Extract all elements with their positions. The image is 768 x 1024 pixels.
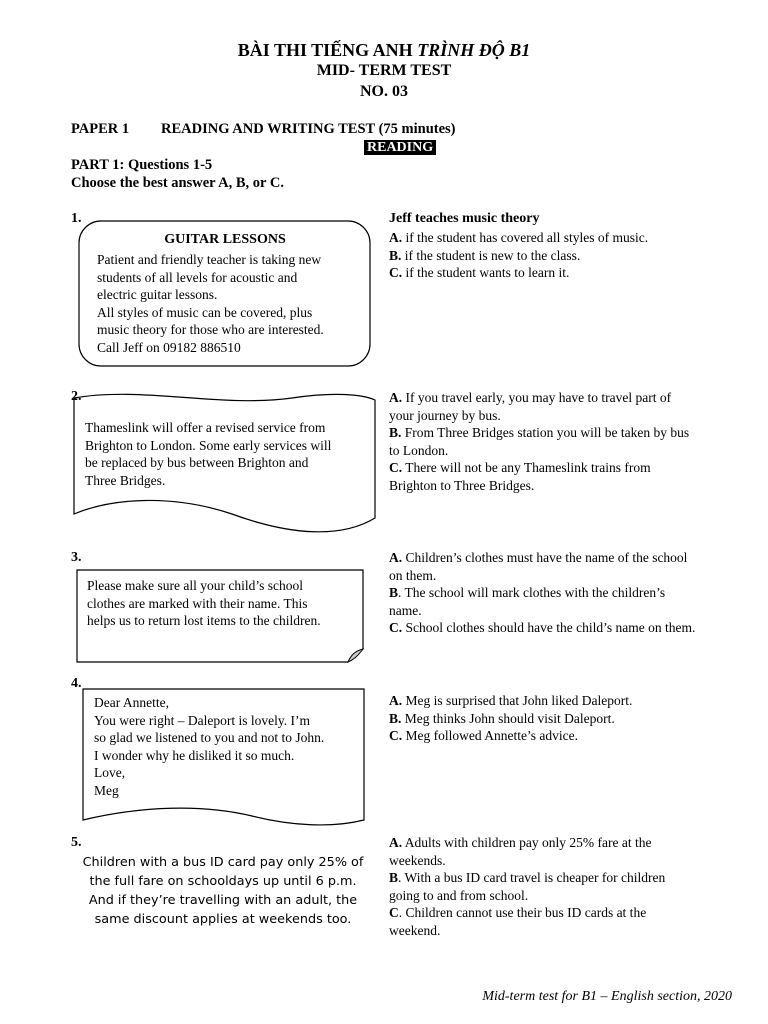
option-c[interactable]: C. There will not be any Thameslink trains from bbox=[389, 460, 651, 475]
options-3: A. Children’s clothes must have the name of the school on them. B. The school will mark clothes with the children’s name. C. School clothes should have the child’s name on them. bbox=[389, 550, 696, 635]
reading-tag: READING bbox=[364, 138, 436, 156]
option-c[interactable]: C. School clothes should have the child’s name on them. bbox=[389, 620, 696, 635]
notice-title-1: GUITAR LESSONS bbox=[164, 232, 286, 247]
options-2: A. If you travel early, you may have to travel part of your journey by bus. B. From Three Bridges station you will be taken by bus to London. C. There will not be any Thameslink trains from Brighton to Three Bridges. bbox=[389, 390, 690, 493]
part-heading: PART 1: Questions 1-5 bbox=[71, 157, 213, 173]
question-number-4: 4. bbox=[71, 676, 82, 691]
notice-text-4: Dear Annette, You were right – Daleport is lovely. I’m so glad we listened to you and not to John. I wonder why he disliked it so much. Love, Meg bbox=[94, 695, 325, 798]
test-subtitle: MID- TERM TEST bbox=[316, 62, 452, 79]
paper-name: READING AND WRITING TEST (75 minutes) bbox=[161, 121, 456, 137]
question-stem-1: Jeff teaches music theory bbox=[389, 211, 540, 226]
option-b[interactable]: B. The school will mark clothes with the children’s bbox=[389, 585, 666, 600]
option-c[interactable]: C. Meg followed Annette’s advice. bbox=[389, 728, 578, 743]
option-a[interactable]: A. Children’s clothes must have the name of the school bbox=[389, 550, 688, 565]
option-b[interactable]: B. Meg thinks John should visit Daleport. bbox=[389, 710, 615, 726]
option-b[interactable]: B. if the student is new to the class. bbox=[389, 247, 581, 263]
question-number-5: 5. bbox=[71, 835, 82, 850]
options-5: A. Adults with children pay only 25% fare at the weekends. B. With a bus ID card travel is cheaper for children going to and from school. C. Children cannot use their bus ID cards at the weekend. bbox=[389, 835, 666, 938]
notice-text-3: Please make sure all your child’s school clothes are marked with their name. This helps us to return lost items to the children. bbox=[87, 578, 321, 628]
options-1 bbox=[389, 229, 648, 282]
question-number-3: 3. bbox=[71, 550, 82, 565]
paper-label: PAPER 1 bbox=[71, 121, 130, 137]
option-a[interactable]: A. If you travel early, you may have to travel part of bbox=[389, 390, 672, 405]
option-b[interactable]: B. With a bus ID card travel is cheaper for children bbox=[389, 870, 666, 885]
option-c[interactable]: C. Children cannot use their bus ID cards at the bbox=[389, 905, 647, 920]
question-number-2: 2. bbox=[71, 389, 82, 404]
question-number-1: 1. bbox=[71, 211, 82, 226]
option-b[interactable]: B. From Three Bridges station you will be taken by bus bbox=[389, 425, 690, 440]
test-number: NO. 03 bbox=[360, 83, 408, 100]
page-title: BÀI THI TIẾNG ANH TRÌNH ĐỘ B1 bbox=[237, 40, 531, 60]
part-instruction: Choose the best answer A, B, or C. bbox=[71, 175, 284, 191]
option-a[interactable]: A. if the student has covered all styles of music. bbox=[389, 230, 649, 245]
option-c[interactable]: C. if the student wants to learn it. bbox=[389, 265, 570, 280]
notice-text-1: Patient and friendly teacher is taking new students of all levels for acoustic and electric guitar lessons. All styles of music can be covered, plus music theory for those who are interested. Call Jeff on 09182 886510 bbox=[97, 252, 324, 355]
page-footer: Mid-term test for B1 – English section, 2020 bbox=[482, 989, 732, 1004]
notice-text-5: Children with a bus ID card pay only 25% of the full fare on schooldays up until 6 p.m. And if they’re travelling with an adult, the same discount applies at weekends too. bbox=[82, 855, 364, 927]
notice-text-2: Thameslink will offer a revised service from Brighton to London. Some early services will be replaced by bus between Brighton and Three Bridges. bbox=[85, 420, 332, 488]
option-a[interactable]: A. Adults with children pay only 25% fare at the bbox=[389, 835, 652, 850]
options-4 bbox=[389, 692, 632, 745]
option-a[interactable]: A. Meg is surprised that John liked Daleport. bbox=[389, 693, 633, 708]
